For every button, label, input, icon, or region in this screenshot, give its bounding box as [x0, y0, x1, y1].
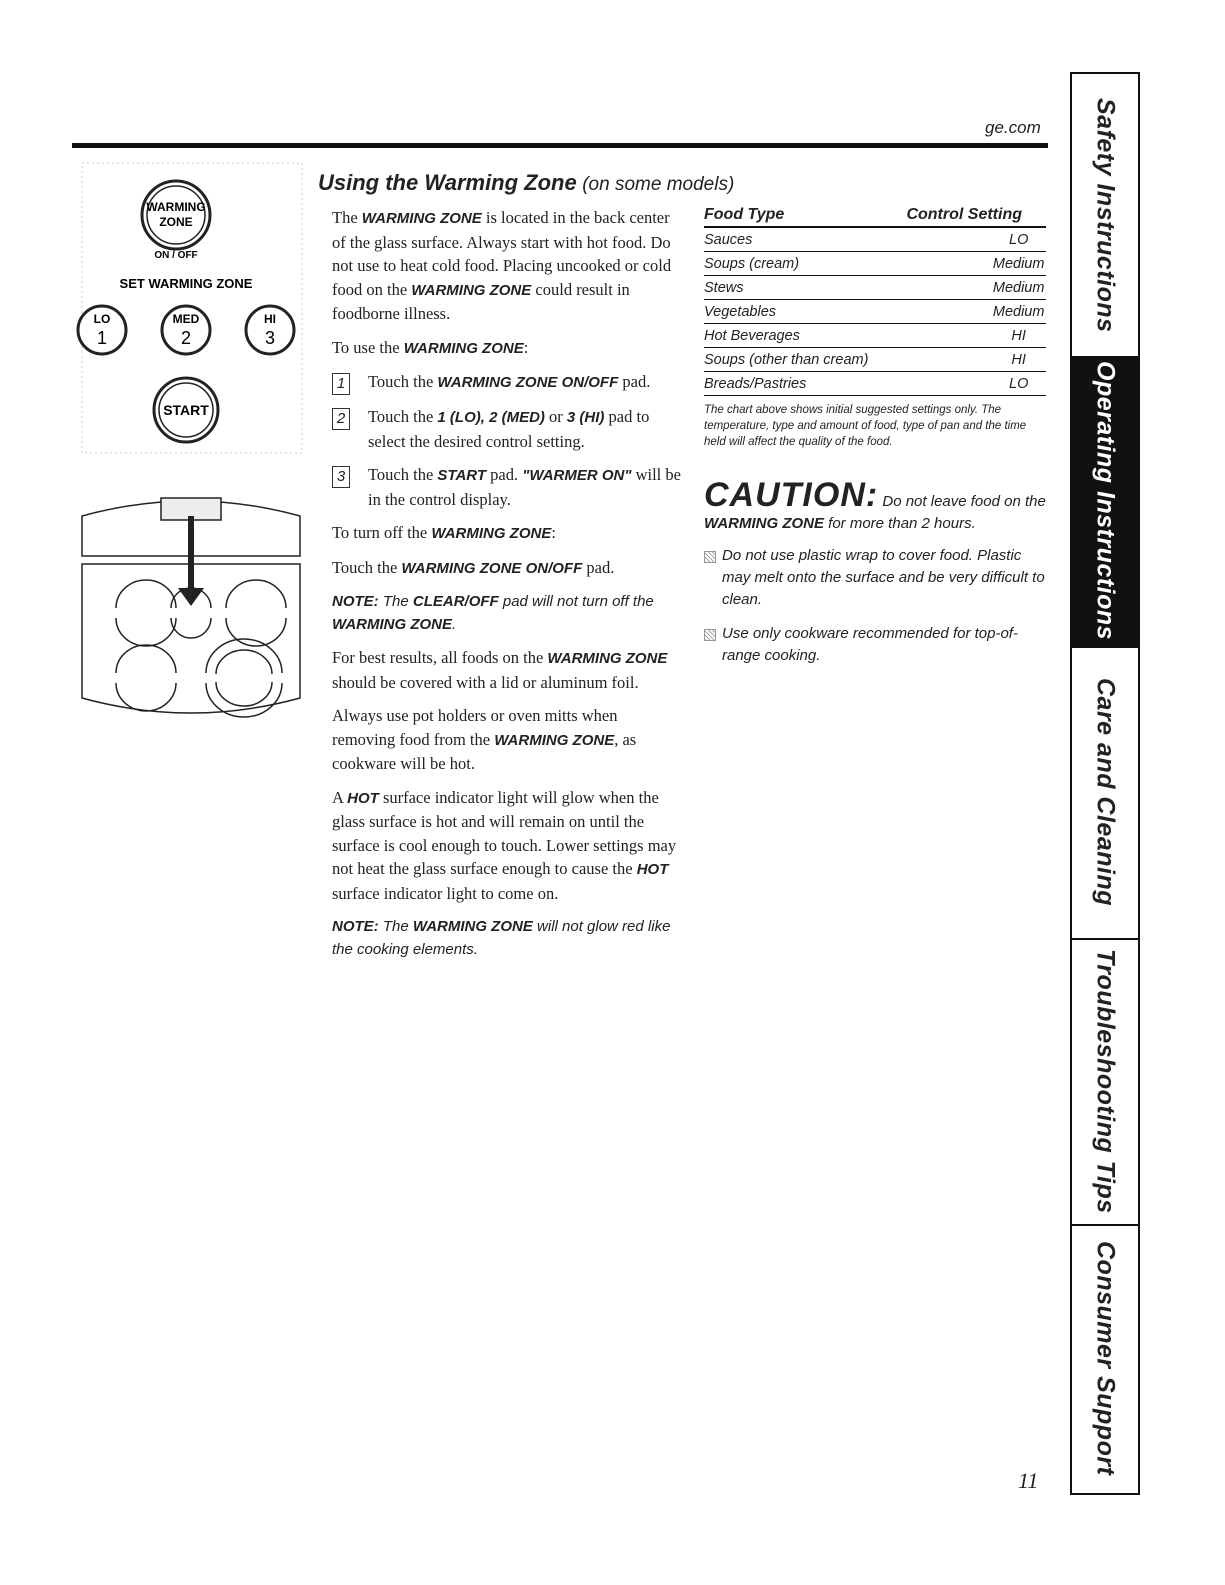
med-number: 2	[180, 328, 192, 348]
table-row	[704, 348, 1046, 372]
table-row	[704, 300, 1046, 324]
caution-bullet-1: Do not use plastic wrap to cover food. Plastic may melt onto the surface and be very difficult to clean.	[704, 545, 1049, 611]
intro-paragraph: The WARMING ZONE is located in the back center of the glass surface. Always start with hot food. Do not use to heat cold food. Placing uncooked or cold food on the WARMING ZONE could result in foodborne illness.	[332, 208, 672, 323]
food-cell: Soups (cream)	[704, 252, 871, 276]
section-title: Using the Warming Zone	[318, 170, 577, 195]
tab-consumer-support[interactable]: Consumer Support	[1091, 1241, 1120, 1476]
setting-cell: HI	[871, 348, 1046, 372]
food-settings-table	[704, 206, 1046, 396]
start-label: START	[163, 402, 209, 418]
turn-off-paragraph: To turn off the WARMING ZONE:	[332, 523, 556, 542]
step-number-2: 2	[332, 408, 350, 430]
table-row	[704, 227, 1046, 252]
warming-zone-control-panel	[72, 158, 310, 458]
instructions-column	[332, 206, 682, 971]
food-cell: Soups (other than cream)	[704, 348, 871, 372]
set-warming-zone-label: SET WARMING ZONE	[119, 276, 253, 291]
tab-care-and-cleaning[interactable]: Care and Cleaning	[1072, 646, 1138, 940]
pot-holders-paragraph: Always use pot holders or oven mitts when removing food from the WARMING ZONE, as cookware will be hot.	[332, 706, 637, 773]
step-number-3: 3	[332, 466, 350, 488]
page-number: 11	[1018, 1468, 1039, 1493]
bullet-square-icon	[704, 551, 716, 563]
med-label: MED	[172, 312, 200, 326]
setting-cell: LO	[871, 227, 1046, 252]
section-heading	[318, 170, 734, 196]
control-setting-header: Control Setting	[871, 206, 1046, 227]
step-1: 1 Touch the WARMING ZONE ON/OFF pad.	[332, 370, 682, 395]
to-use-paragraph: To use the WARMING ZONE:	[332, 337, 529, 357]
best-results-paragraph: For best results, all foods on the WARMING ZONE should be covered with a lid or aluminum foil.	[332, 648, 668, 692]
bullet-square-icon	[704, 629, 716, 641]
food-cell: Sauces	[704, 227, 871, 252]
warming-zone-button[interactable]	[142, 181, 210, 249]
step-number-1: 1	[332, 373, 350, 395]
setting-cell: Medium	[871, 300, 1046, 324]
lo-button[interactable]	[78, 306, 126, 354]
food-cell: Vegetables	[704, 300, 871, 324]
hi-label: HI	[264, 312, 276, 326]
chart-note: The chart above shows initial suggested settings only. The temperature, type and amount of food, type of pan and the time held will affect the quality of the food.	[704, 404, 1027, 448]
warming-label-2: ZONE	[159, 215, 193, 229]
tab-safety-instructions[interactable]: Safety Instructions	[1072, 74, 1138, 358]
cooktop-diagram	[76, 488, 306, 718]
tab-operating-instructions[interactable]: Operating Instructions	[1072, 356, 1138, 648]
section-subtitle: (on some models)	[582, 174, 735, 195]
lo-number: 1	[96, 328, 108, 348]
caution-bullet-2: Use only cookware recommended for top-of-range cooking.	[704, 623, 1049, 667]
note-clear-off: NOTE: The CLEAR/OFF pad will not turn off the WARMING ZONE.	[332, 593, 654, 633]
food-cell: Stews	[704, 276, 871, 300]
top-rule	[72, 143, 1048, 148]
warming-label-1: WARMING	[146, 200, 206, 214]
food-cell: Breads/Pastries	[704, 372, 871, 396]
note-no-glow: NOTE: The WARMING ZONE will not glow red like the cooking elements.	[332, 918, 671, 958]
table-row	[704, 324, 1046, 348]
onoff-label: ON / OFF	[154, 250, 198, 261]
hot-indicator-paragraph: A HOT surface indicator light will glow when the glass surface is hot and will remain on until the surface is cool enough to touch. Lower settings may not heat the glass surface enough to cause the HOT surface indicator light to come on.	[332, 787, 677, 903]
hi-number: 3	[264, 328, 276, 348]
lo-label: LO	[93, 312, 111, 326]
table-row	[704, 252, 1046, 276]
tab-troubleshooting-tips[interactable]: Troubleshooting Tips	[1072, 938, 1138, 1226]
step-2: 2 Touch the 1 (LO), 2 (MED) or 3 (HI) pad to select the desired control setting.	[332, 405, 682, 453]
setting-cell: HI	[871, 324, 1046, 348]
section-tabs	[1070, 72, 1140, 1495]
setting-cell: Medium	[871, 252, 1046, 276]
step-3: 3 Touch the START pad. "WARMER ON" will be in the control display.	[332, 463, 682, 511]
setting-cell: Medium	[871, 276, 1046, 300]
start-button[interactable]	[154, 378, 218, 442]
hi-button[interactable]	[246, 306, 294, 354]
setting-cell: LO	[871, 372, 1046, 396]
caution-block: CAUTION: Do not leave food on the WARMING ZONE for more than 2 hours.	[704, 476, 1046, 532]
table-row	[704, 276, 1046, 300]
site-url: ge.com	[985, 118, 1041, 137]
caution-word: CAUTION:	[704, 476, 879, 514]
touch-onoff-paragraph: Touch the WARMING ZONE ON/OFF pad.	[332, 557, 615, 577]
settings-column	[704, 206, 1049, 667]
food-type-header: Food Type	[704, 206, 871, 227]
food-cell: Hot Beverages	[704, 324, 871, 348]
table-row	[704, 372, 1046, 396]
med-button[interactable]	[162, 306, 210, 354]
